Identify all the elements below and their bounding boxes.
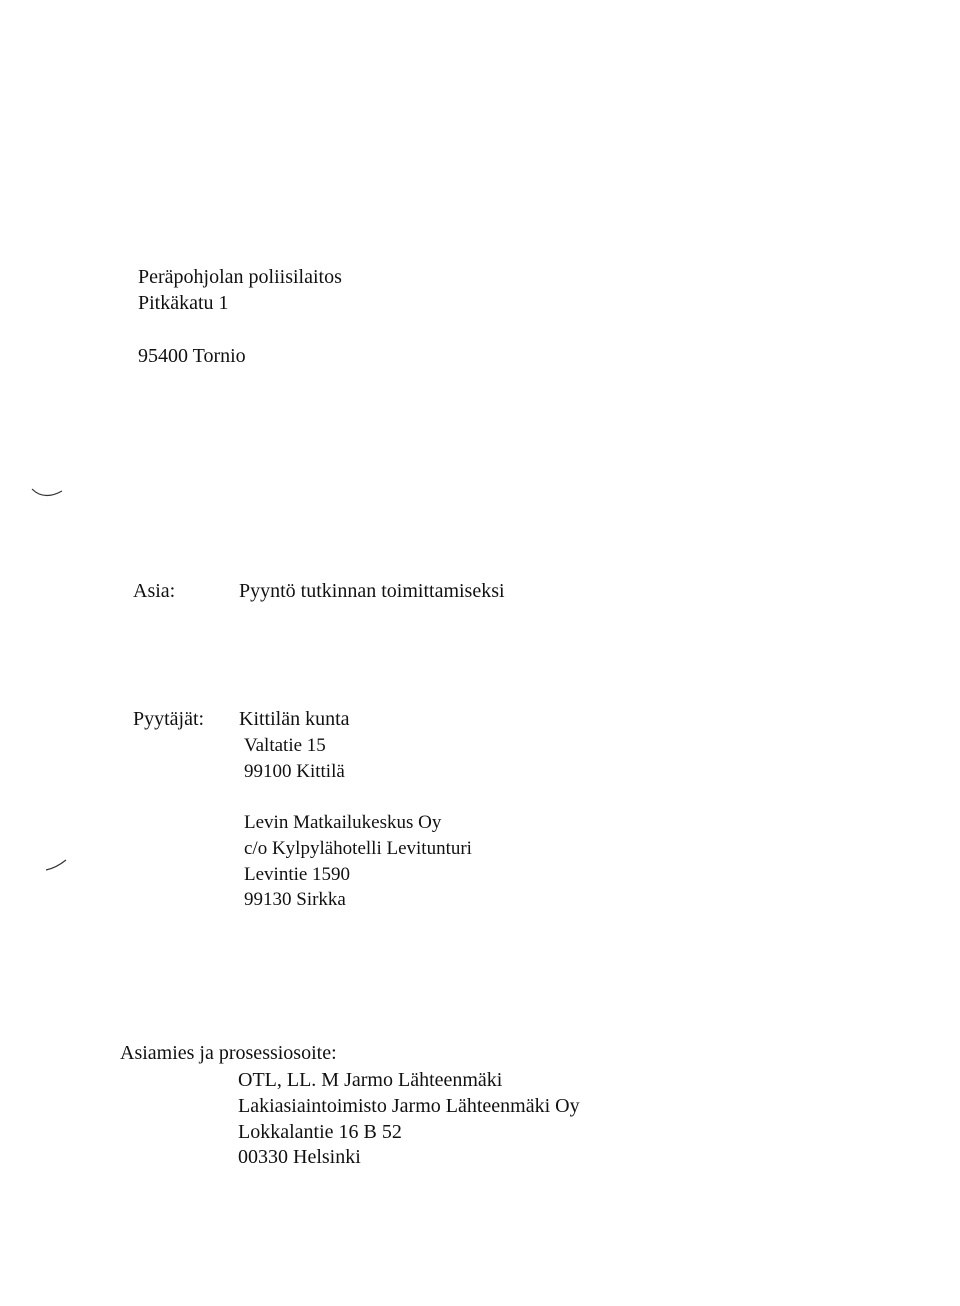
representative-label: Asiamies ja prosessiosoite: (120, 1042, 337, 1064)
representative-name: OTL, LL. M Jarmo Lähteenmäki (238, 1069, 503, 1091)
recipient-line-city: 95400 Tornio (138, 345, 246, 367)
applicant-1-name: Kittilän kunta (239, 708, 350, 730)
applicants-label: Pyytäjät: (133, 708, 205, 730)
applicant-2-co: c/o Kylpylähotelli Levitunturi (244, 838, 472, 859)
applicant-2-name: Levin Matkailukeskus Oy (244, 812, 442, 833)
punch-mark-bottom (44, 858, 74, 878)
representative-city: 00330 Helsinki (238, 1146, 361, 1168)
representative-firm: Lakiasiaintoimisto Jarmo Lähteenmäki Oy (238, 1095, 580, 1117)
applicant-2-street: Levintie 1590 (244, 864, 351, 885)
representative-street: Lokkalantie 16 B 52 (238, 1121, 402, 1143)
punch-mark-top (30, 485, 70, 505)
applicant-2-city: 99130 Sirkka (244, 889, 346, 910)
recipient-line-name: Peräpohjolan poliisilaitos (138, 266, 342, 288)
recipient-line-street: Pitkäkatu 1 (138, 292, 229, 314)
applicant-1-street: Valtatie 15 (244, 735, 326, 756)
subject-text: Pyyntö tutkinnan toimittamiseksi (239, 580, 505, 602)
subject-label: Asia: (133, 580, 176, 602)
applicant-1-city: 99100 Kittilä (244, 761, 345, 782)
